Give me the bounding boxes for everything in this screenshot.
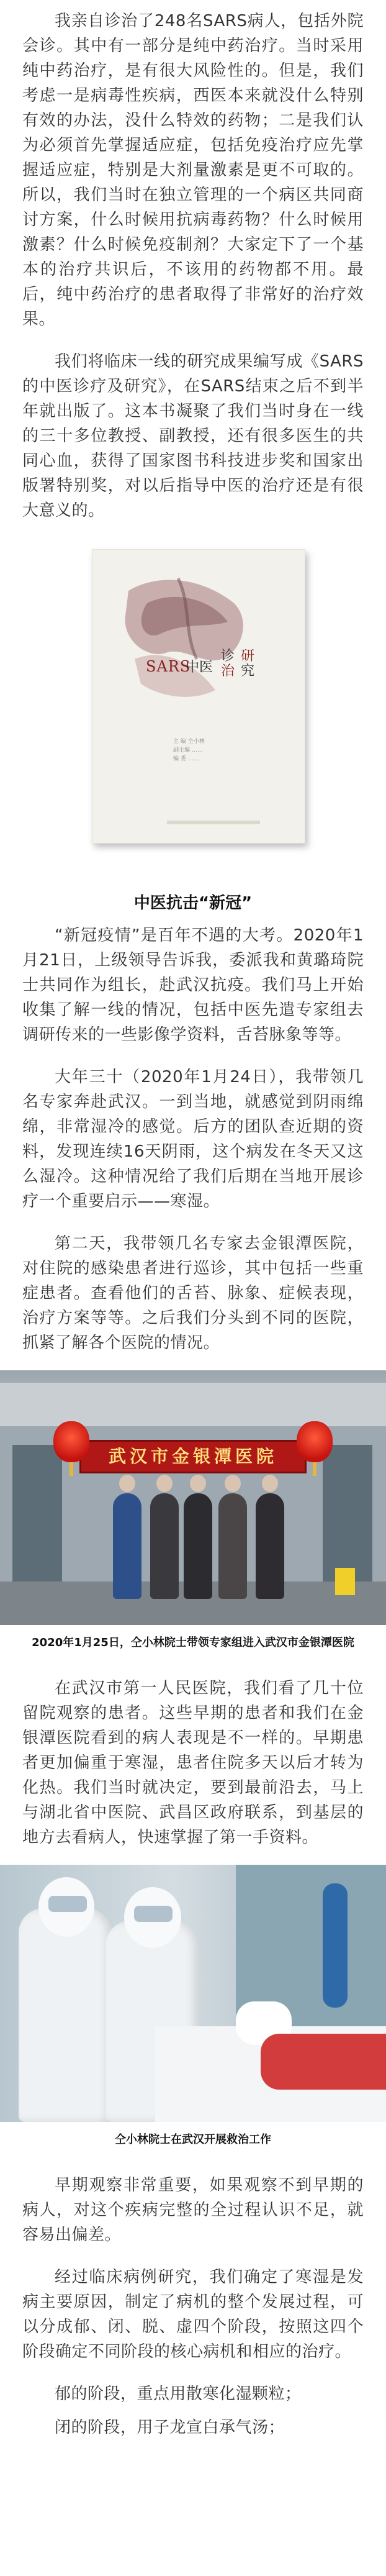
photo-treatment-work <box>0 1865 386 2122</box>
photo-jinyintan-hospital <box>0 1370 386 1625</box>
yellow-box <box>335 1568 355 1595</box>
person-figure <box>150 1493 179 1599</box>
person-figure <box>184 1493 212 1599</box>
paragraph-new-year-eve: 大年三十（2020年1月24日），我带领几名专家奔赴武汉。一到当地，就感觉到阴雨绵绵，非常湿冷的感觉。后方的团队查近期的资料，发现连续16天阴雨，这个病发在冬天又这么湿冷。这种情况给了我们后期在当地开展诊疗一个重要启示——寒湿。 <box>22 1068 364 1211</box>
paragraph-sars-book: 我们将临床一线的研究成果编写成《SARS的中医诊疗及研究》，在SARS结束之后不到半年就出版了。这本书凝聚了我们当时身在一线的三十多位教授、副教授，还有很多医生的共同心血，获得了国家图书科技进步奖和国家出版署特别奖，对以后指导中医的治疗还是有很大意义的。 <box>22 352 364 520</box>
person-figure <box>256 1493 284 1599</box>
paragraph-sars-treatment: 我亲自诊治了248名SARS病人，包括外院会诊。其中有一部分是纯中药治疗。当时采用纯中药治疗，是有很大风险性的。但是，我们考虑一是病毒性疾病，西医本来就没什么特别有效的办法，没什么特效的药物；二是我们认为必须首先掌握适应症，包括免疫治疗应先掌握适应症，特别是大剂量激素是更不可取的。所以，我们当时在独立管理的一个病区共同商讨方案，什么时候用抗病毒药物？什么时候用激素？什么时候免疫制剂？大家定下了一个基本的治疗共识后，不该用的药物都不用。最后，纯中药治疗的患者取得了非常好的治疗效果。 <box>22 12 364 329</box>
photo-caption-treatment: 仝小林院士在武汉开展救治工作 <box>115 2133 271 2146</box>
cover-title-zhongyi: 中医 <box>186 660 213 675</box>
patient-blanket <box>261 2034 386 2090</box>
red-lantern-left <box>53 1421 89 1462</box>
oxygen-tank <box>323 1883 348 2008</box>
paragraph-first-people-hospital: 在武汉市第一人民医院，我们看了几十位留院观察的患者。这些早期的患者和我们在金银潭医院看到的病人表现是不一样的。早期患者更加偏重于寒湿，患者住院多天以后才转为化热。我们当时就决定，要到最前沿去，马上与湖北省中医院、武昌区政府联系，到基层的地方去看病人，快速掌握了第一手资料。 <box>22 1679 364 1847</box>
paragraph-jinyintan-visit: 第二天，我带领几名专家去金银潭医院，对住院的感染患者进行巡诊，其中包括一些重症患者。查看他们的舌苔、脉象、症候表现，治疗方案等等。之后我们分头到不同的医院，抓紧了解各个医院的情况。 <box>22 1234 364 1352</box>
book-cover-image <box>92 549 305 844</box>
ink-smear-graphic <box>110 566 271 721</box>
cover-press-bar <box>167 821 260 824</box>
paragraph-stage-bi: 闭的阶段，用子龙宣白承气汤； <box>55 2418 285 2437</box>
red-lantern-right <box>297 1421 333 1462</box>
paragraph-four-stages: 经过临床病例研究，我们确定了寒湿是发病主要原因，制定了病机的整个发展过程，可以分成郁、闭、脱、虚四个阶段，按照这四个阶段确定不同阶段的核心病机和相应的治疗。 <box>22 2268 364 2361</box>
cover-title-latin: SARS <box>146 658 191 675</box>
person-figure <box>218 1493 247 1599</box>
paragraph-covid-test: “新冠疫情”是百年不遇的大考。2020年1月21日，上级领导告诉我，委派我和黄璐琦院士共同作为组长，赴武汉抗疫。我们马上开始收集了解一线的情况，包括中医先遣专家组去调研传来的一些影像学资料，舌苔脉象等等。 <box>22 926 364 1044</box>
cover-title-vertical-2: 研 究 <box>240 649 254 679</box>
person-figure <box>113 1493 141 1599</box>
book-cover-figure <box>0 549 386 851</box>
paragraph-stage-yu: 郁的阶段，重点用散寒化湿颗粒； <box>55 2385 302 2403</box>
photo-caption-jinyintan: 2020年1月25日，仝小林院士带领专家组进入武汉市金银潭医院 <box>32 1636 354 1649</box>
doctor-figure <box>19 1908 112 2122</box>
paragraph-early-observation: 早期观察非常重要，如果观察不到早期的病人，对这个疾病完整的全过程认识不足，就容易出偏差。 <box>22 2176 364 2244</box>
cover-title-vertical-1: 诊 治 <box>220 649 235 679</box>
hospital-sign: 武汉市金银潭医院 <box>79 1440 307 1473</box>
section-heading: 中医抗击“新冠” <box>133 894 253 913</box>
cover-credits: 主 编 仝小林 副主编 …… 编 委 …… <box>173 739 205 762</box>
